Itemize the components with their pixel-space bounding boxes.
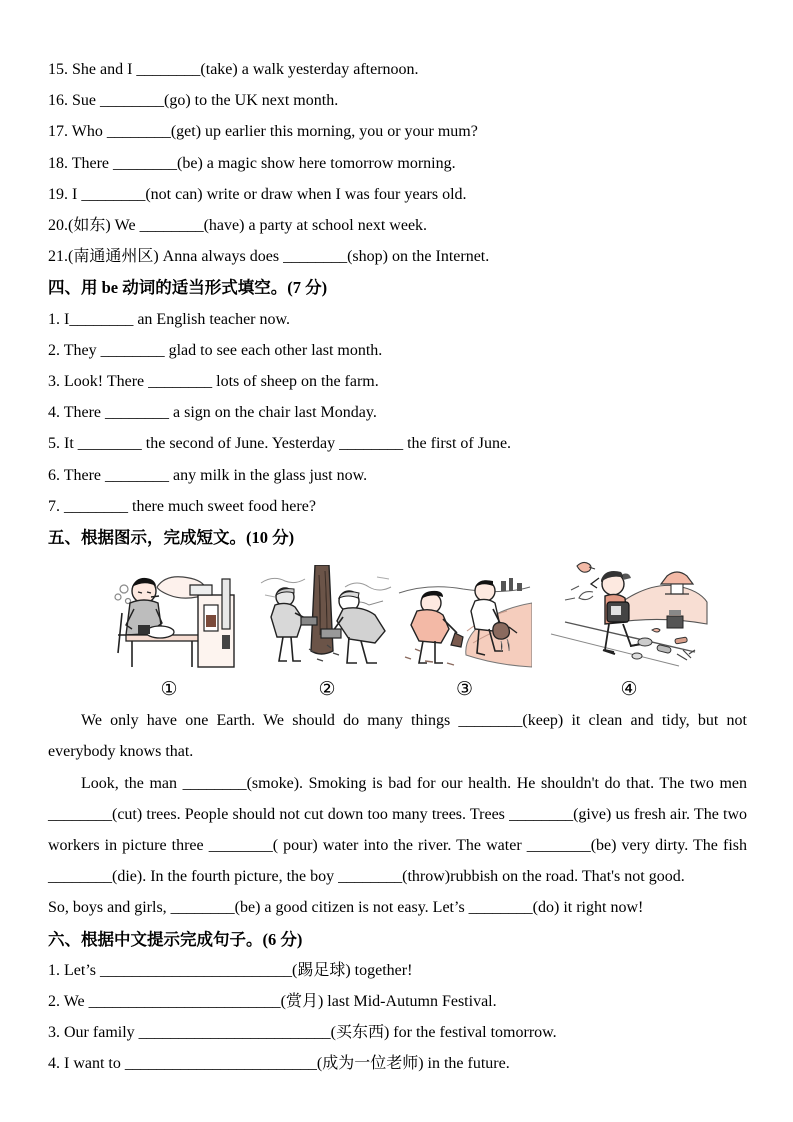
- passage-text: [48, 705, 747, 923]
- exercise-item-18: 18. There ________(be) a magic show here tomorrow morning.: [48, 154, 456, 172]
- chinese-item-1: 1. Let’s ________________________(踢足球) together!: [48, 961, 413, 979]
- exercise-item-17: 17. Who ________(get) up earlier this morning, you or your mum?: [48, 123, 478, 141]
- picture-3-label: [397, 675, 532, 705]
- be-item-2: 2. They ________ glad to see each other last month.: [48, 341, 383, 359]
- section-passage: [48, 522, 747, 924]
- exercise-item-16: 16. Sue ________(go) to the UK next month.: [48, 92, 339, 110]
- section-be-title: 四、用 be 动词的适当形式填空。(7 分): [48, 278, 328, 298]
- be-item-4: 4. There ________ a sign on the chair last Monday.: [48, 404, 377, 422]
- section-chinese-title: 六、根据中文提示完成句子。(6 分): [48, 929, 303, 949]
- be-item-1: 1. I________ an English teacher now.: [48, 310, 291, 328]
- exercise-item-15: 15. She and I ________(take) a walk yesterday afternoon.: [48, 61, 419, 78]
- boy-throwing-rubbish-illustration: [549, 558, 709, 670]
- exercise-item-21: 21.(南通通州区) Anna always does ________(shop) on the Internet.: [48, 248, 490, 266]
- picture-4-label: [549, 675, 709, 705]
- picture-labels: [94, 675, 747, 705]
- passage-paragraph-1: We only have one Earth. We should do many things ________(keep) it clean and tidy, but not everybody knows that.: [48, 712, 747, 761]
- exercise-item-20: 20.(如东) We ________(have) a party at school next week.: [48, 217, 428, 235]
- picture-strip: [94, 558, 747, 670]
- picture-2-label: [257, 675, 397, 705]
- circled-number-1: ①: [160, 679, 178, 701]
- section-chinese-hints: [48, 924, 747, 1080]
- picture-3-pouring-water: [397, 565, 532, 670]
- circled-number-2: ②: [318, 679, 336, 701]
- chinese-item-3: 3. Our family ________________________(买东西) for the festival tomorrow.: [48, 1024, 557, 1042]
- section-passage-title: 五、根据图示，完成短文。(10 分): [48, 528, 295, 548]
- exercise-item-19: 19. I ________(not can) write or draw when I was four years old.: [48, 185, 467, 203]
- circled-number-3: ③: [455, 679, 474, 701]
- circled-number-4: ④: [620, 679, 638, 701]
- man-smoking-illustration: [94, 565, 244, 670]
- passage-paragraph-3: So, boys and girls, ________(be) a good citizen is not easy. Let’s ________(do) it right now!: [48, 899, 644, 917]
- passage-paragraph-2: Look, the man ________(smoke). Smoking is bad for our health. He shouldn't do that. The two men ________(cut) trees. People should not cut down too many trees. Trees ________(give) us fresh air. The two workers in picture three ________( pour) water into the river. The water ________(be) very dirty. The fish ________(die). In the fourth picture, the boy ________(throw)rubbish on the road. That's not good.: [48, 774, 747, 886]
- be-item-7: 7. ________ there much sweet food here?: [48, 497, 316, 515]
- chinese-item-2: 2. We ________________________(赏月) last Mid-Autumn Festival.: [48, 993, 497, 1011]
- be-item-6: 6. There ________ any milk in the glass just now.: [48, 466, 368, 484]
- chinese-item-4: 4. I want to ________________________(成为一位老师) in the future.: [48, 1055, 510, 1073]
- verb-fill-list: [48, 54, 747, 272]
- workers-pouring-water-illustration: [397, 565, 532, 670]
- be-item-3: 3. Look! There ________ lots of sheep on the farm.: [48, 373, 379, 391]
- section-be-verbs: [48, 272, 747, 522]
- picture-2-cutting-trees: [257, 565, 397, 670]
- picture-4-throwing-rubbish: [549, 558, 709, 670]
- picture-1-label: [94, 675, 244, 705]
- be-item-5: 5. It ________ the second of June. Yesterday ________ the first of June.: [48, 435, 512, 453]
- men-cutting-tree-illustration: [257, 565, 397, 670]
- picture-1-man-smoking: [94, 565, 244, 670]
